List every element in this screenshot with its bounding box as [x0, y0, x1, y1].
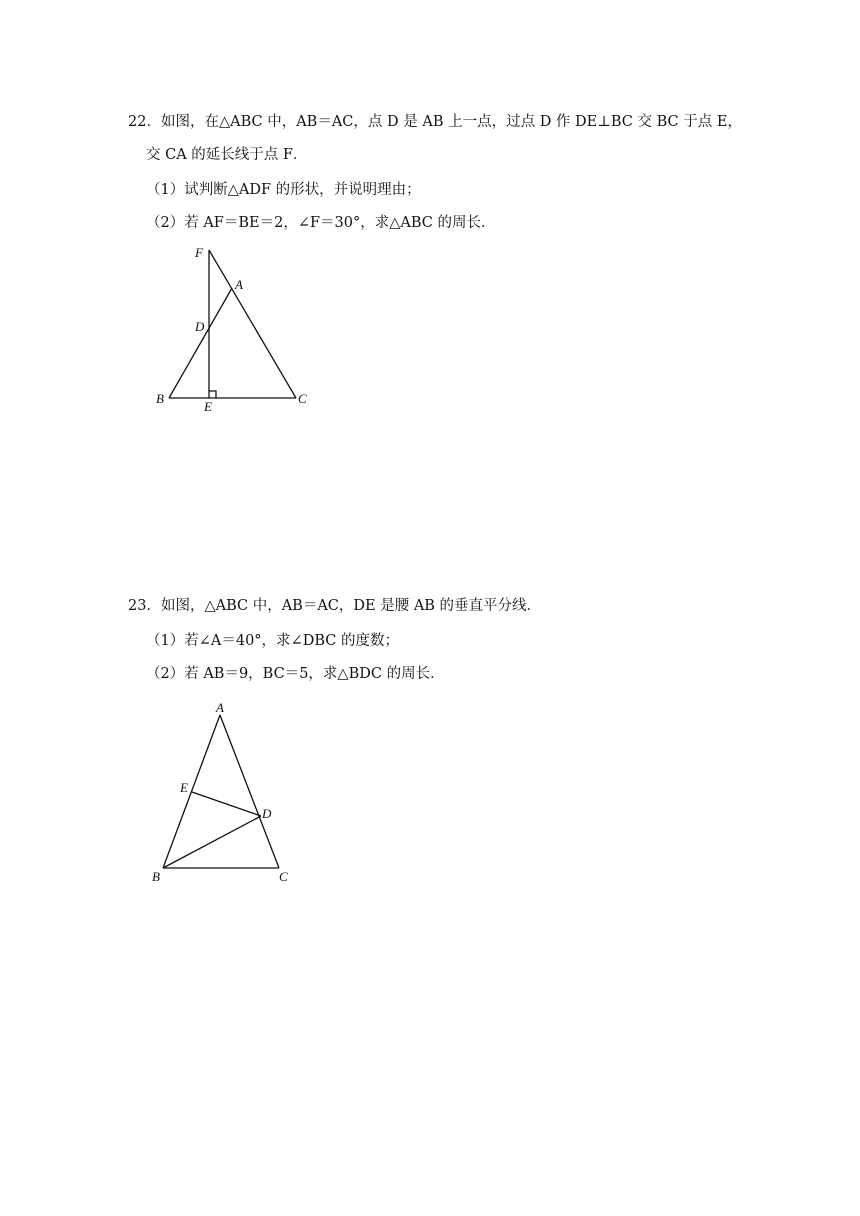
label-b: B [156, 391, 164, 406]
label-d: D [262, 806, 272, 821]
q23-figure [145, 700, 305, 890]
q22-stem-line-2: 交 CA 的延长线于点 F． [146, 147, 308, 163]
label-c: C [279, 869, 288, 884]
q22-figure [150, 238, 330, 418]
right-angle-mark [209, 391, 216, 398]
q23-stem: 23．如图，△ABC 中，AB＝AC，DE 是腰 AB 的垂直平分线． [128, 598, 542, 614]
segment-fc [209, 250, 296, 398]
q23-part-1: （1）若∠A＝40°，求∠DBC 的度数； [146, 633, 399, 649]
segment-bd [163, 816, 261, 868]
label-f: F [195, 245, 203, 260]
q22-part-2: （2）若 AF＝BE＝2，∠F＝30°，求△ABC 的周长． [146, 215, 496, 231]
label-e: E [180, 780, 188, 795]
label-c: C [298, 391, 307, 406]
label-b: B [152, 869, 160, 884]
segment-ab [163, 715, 220, 868]
label-a: A [235, 277, 243, 292]
q22-part-1: （1）试判断△ADF 的形状，并说明理由； [146, 182, 421, 198]
q22-stem-line-1: 22．如图，在△ABC 中，AB＝AC，点 D 是 AB 上一点，过点 D 作 DE⊥BC 交 BC 于点 E， [128, 114, 742, 130]
segment-ac [220, 715, 279, 868]
q23-part-2: （2）若 AB＝9，BC＝5，求△BDC 的周长． [146, 666, 445, 682]
label-a: A [216, 700, 224, 715]
segment-ba [169, 288, 232, 398]
label-d: D [195, 319, 205, 334]
label-e: E [204, 399, 212, 414]
